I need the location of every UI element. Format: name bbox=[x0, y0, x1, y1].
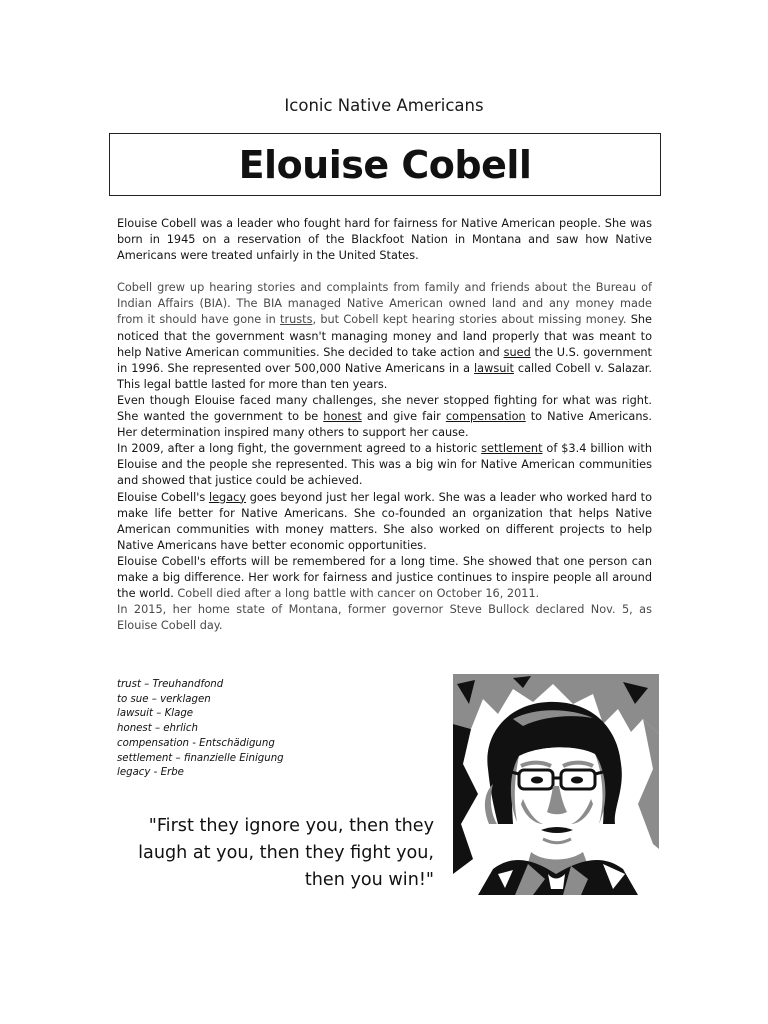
glossary-item: trust – Treuhandfond bbox=[117, 679, 224, 690]
portrait-illustration bbox=[453, 674, 659, 895]
text-span: goes beyond just her legal work. She was a leader who worked hard to make life better for Native Americans. She co-founded an organization that helps Native American communities with money matters. She also worked on different projects to help Native Americans have better economic opportunities. bbox=[117, 490, 652, 552]
page-subtitle: Iconic Native Americans bbox=[284, 96, 484, 115]
text-span: and give fair bbox=[361, 410, 446, 424]
portrait-image bbox=[453, 674, 659, 895]
paragraph-bia bbox=[117, 280, 652, 393]
vocab-legacy: legacy bbox=[208, 490, 247, 504]
title-box bbox=[109, 133, 661, 196]
glossary-item: legacy - Erbe bbox=[117, 767, 184, 779]
text-span: , but Cobell kept hearing stories about missing money. bbox=[312, 313, 627, 327]
text-span: Even though Elouise faced many challenges, she never stopped fighting for what was right. She wanted the government to be bbox=[117, 393, 652, 424]
paragraph-challenges bbox=[117, 393, 652, 441]
glossary-item: compensation - Entschädigung bbox=[117, 737, 275, 749]
paragraph-montana: In 2015, her home state of Montana, former governor Steve Bullock declared Nov. 5, as Elouise Cobell day. bbox=[117, 603, 652, 633]
vocab-honest: honest bbox=[323, 410, 362, 424]
vocab-compensation: compensation bbox=[445, 410, 526, 424]
glossary-item: to sue – verklagen bbox=[117, 693, 211, 705]
text-span: to Native Americans. Her determination inspired many others to support her cause. bbox=[117, 410, 652, 440]
article-body bbox=[117, 216, 652, 634]
text-span: Elouise Cobell's bbox=[117, 490, 209, 504]
vocabulary-glossary bbox=[117, 678, 357, 781]
text-span: She noticed that the government wasn't managing money and land properly that was meant to help Native American communities. She decided to take action and bbox=[117, 313, 652, 359]
vocab-sued: sued bbox=[503, 345, 531, 359]
glossary-item: lawsuit – Klage bbox=[117, 708, 194, 720]
glossary-item: settlement – finanzielle Einigung bbox=[117, 752, 284, 764]
glossary-item: honest – ehrlich bbox=[117, 723, 198, 735]
text-span: called Cobell v. Salazar. This legal battle lasted for more than ten years. bbox=[117, 361, 653, 391]
text-span: the U.S. government in 1996. She represented over 500,000 Native Americans in a bbox=[117, 345, 652, 375]
paragraph-legacy bbox=[117, 490, 652, 554]
vocab-trusts: trusts bbox=[280, 313, 313, 327]
text-span: Elouise Cobell's efforts will be remembered for a long time. She showed that one person can make a big difference. Her work for fairness and justice continues to inspire people all around the world. bbox=[117, 554, 652, 601]
page-title: Elouise Cobell bbox=[238, 142, 532, 187]
text-span: of $3.4 billion with Elouise and the people she represented. This was a big win for Native American communities and showed that justice could be achieved. bbox=[117, 442, 653, 488]
paragraph-settlement bbox=[117, 441, 652, 489]
paragraph-remembered bbox=[117, 554, 652, 602]
text-span: Cobell grew up hearing stories and complaints from family and friends about the Bureau of Indian Affairs (BIA). The BIA managed Native American owned land and any money made from it should have gone in bbox=[117, 281, 652, 327]
vocab-lawsuit: lawsuit bbox=[474, 361, 514, 375]
vocab-settlement: settlement bbox=[481, 442, 543, 456]
text-span: Cobell died after a long battle with cancer on October 16, 2011. bbox=[173, 587, 540, 601]
paragraph-intro: Elouise Cobell was a leader who fought hard for fairness for Native American people. She was born in 1945 on a reservation of the Blackfoot Nation in Montana and saw how Native Americans were treated unfairly in the United States. bbox=[117, 217, 652, 263]
quote: "First they ignore you, then they laugh at you, then they fight you, then you win!" bbox=[138, 816, 434, 890]
text-span: In 2009, after a long fight, the government agreed to a historic bbox=[117, 442, 482, 456]
